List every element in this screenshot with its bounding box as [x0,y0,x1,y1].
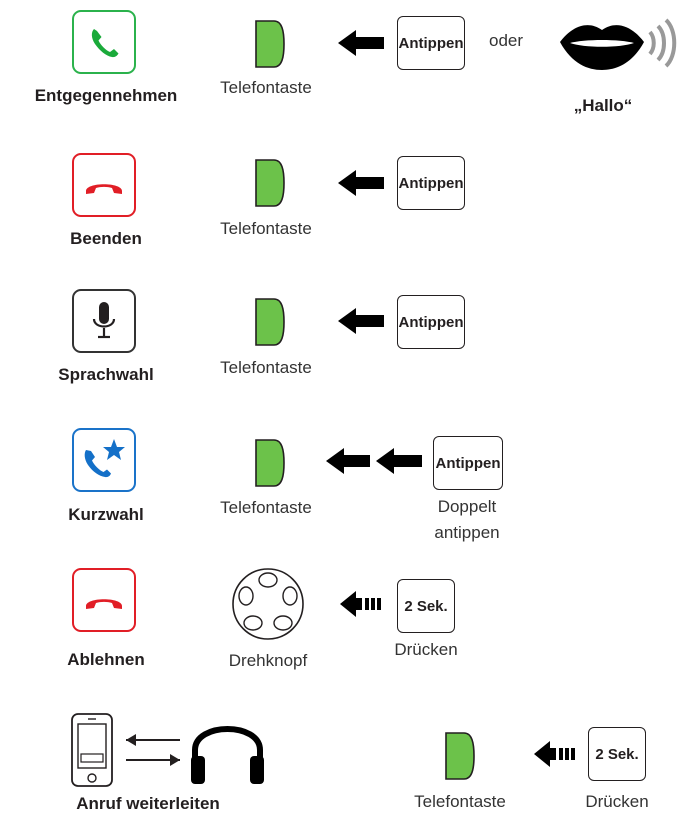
function-label: Kurzwahl [68,505,144,524]
action-caption: Doppelt [437,497,497,516]
button-caption: Telefontaste [220,78,312,97]
phone-key-icon [252,158,286,208]
function-label: Entgegennehmen [34,86,178,105]
function-label: Ablehnen [67,650,145,669]
alt-label: „Hallo“ [573,96,633,115]
speed-dial-tile [72,428,136,492]
function-label: Sprachwahl [58,365,154,384]
action-caption: antippen [434,523,500,542]
answer-tile [72,10,136,74]
action-key: 2 Sek. [588,727,646,781]
reject-tile [72,568,136,632]
microphone-icon [74,291,134,351]
action-key: Antippen [397,156,465,210]
hold-arrow-left-icon [340,591,382,617]
hangup-tile [72,153,136,217]
arrow-left-icon [338,308,384,334]
alt-word: oder [488,31,524,50]
mouth-voice-icon [558,16,692,78]
action-key: 2 Sek. [397,579,455,633]
double-arrow-left-icon [326,448,422,474]
action-key: Antippen [397,16,465,70]
arrow-left-icon [338,170,384,196]
phone-key-icon [442,731,476,781]
function-label: Beenden [70,229,142,248]
hold-arrow-left-icon [534,741,576,767]
arrow-left-icon [338,30,384,56]
phone-key-icon [252,19,286,69]
voice-dial-tile [72,289,136,353]
button-caption: Telefontaste [220,498,312,517]
phone-hangup-icon [74,155,134,215]
function-label: Anruf weiterleiten [76,794,220,813]
button-caption: Drehknopf [228,651,308,670]
phone-key-icon [252,297,286,347]
action-key: Antippen [397,295,465,349]
action-key: Antippen [433,436,503,490]
phone-key-icon [252,438,286,488]
speed-dial-icon [74,430,134,490]
action-caption: Drücken [585,792,649,811]
button-caption: Telefontaste [414,792,506,811]
button-caption: Telefontaste [220,219,312,238]
action-caption: Drücken [394,640,458,659]
phone-reject-icon [74,570,134,630]
phone-to-headset-icon [70,712,270,788]
phone-answer-icon [74,12,134,72]
button-caption: Telefontaste [220,358,312,377]
rotary-knob-icon [230,566,306,642]
